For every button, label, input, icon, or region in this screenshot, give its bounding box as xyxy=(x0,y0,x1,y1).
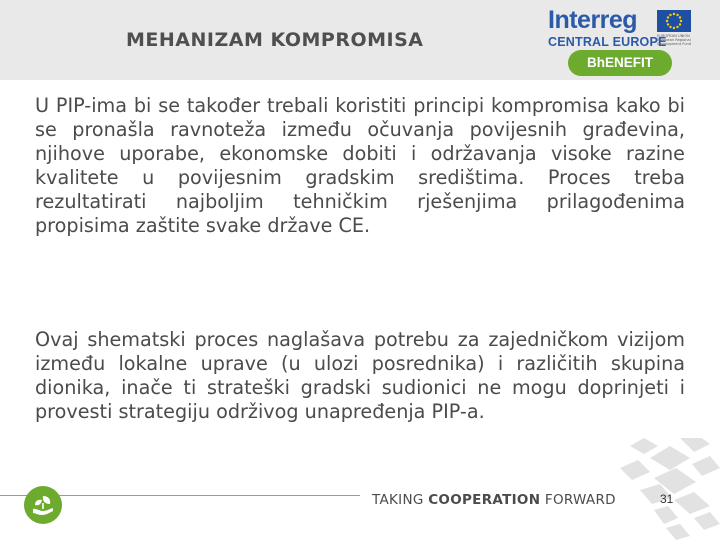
tagline-bold: COOPERATION xyxy=(428,492,541,508)
leaf-hand-icon xyxy=(24,486,62,524)
logo-fund-note: EUROPEAN UNION European Regional Development Fund xyxy=(657,34,692,47)
project-badge xyxy=(568,50,672,76)
paragraph-2: Ovaj shematski proces naglašava potrebu za zajedničkom vizijom između lokalne uprave (u ulozi posrednika) i različitih skupina dionika, inače ti strateški gradski sudionici ne mogu doprinjeti i provesti strategiju održivog unapređenja PIP-a. xyxy=(35,328,685,423)
slide-header xyxy=(0,0,720,80)
logo-brand: Interreg xyxy=(548,6,638,34)
decorative-arrows xyxy=(610,438,720,540)
paragraph-1: U PIP-ima bi se također trebali koristiti principi kompromisa kako bi se pronašla ravnoteža između očuvanja povijesnih građevina, njihove uporabe, ekonomske dobiti i održavanja visoke razine kvalitete u povijesnim gradskim središtima. Proces treba rezultatirati najboljim tehničkim rješenjima prilagođenima propisima zaštite svake države CE. xyxy=(35,94,685,237)
page-number: 31 xyxy=(660,492,674,506)
slide-title: MEHANIZAM KOMPROMISA xyxy=(126,29,424,51)
eu-flag-icon xyxy=(657,10,691,32)
tagline-prefix: TAKING xyxy=(372,492,429,508)
footer-tagline xyxy=(372,492,616,508)
interreg-logo xyxy=(548,6,693,76)
logo-programme: CENTRAL EUROPE xyxy=(548,35,667,49)
tagline-suffix: FORWARD xyxy=(540,492,616,508)
project-name: BhENEFIT xyxy=(587,55,653,70)
